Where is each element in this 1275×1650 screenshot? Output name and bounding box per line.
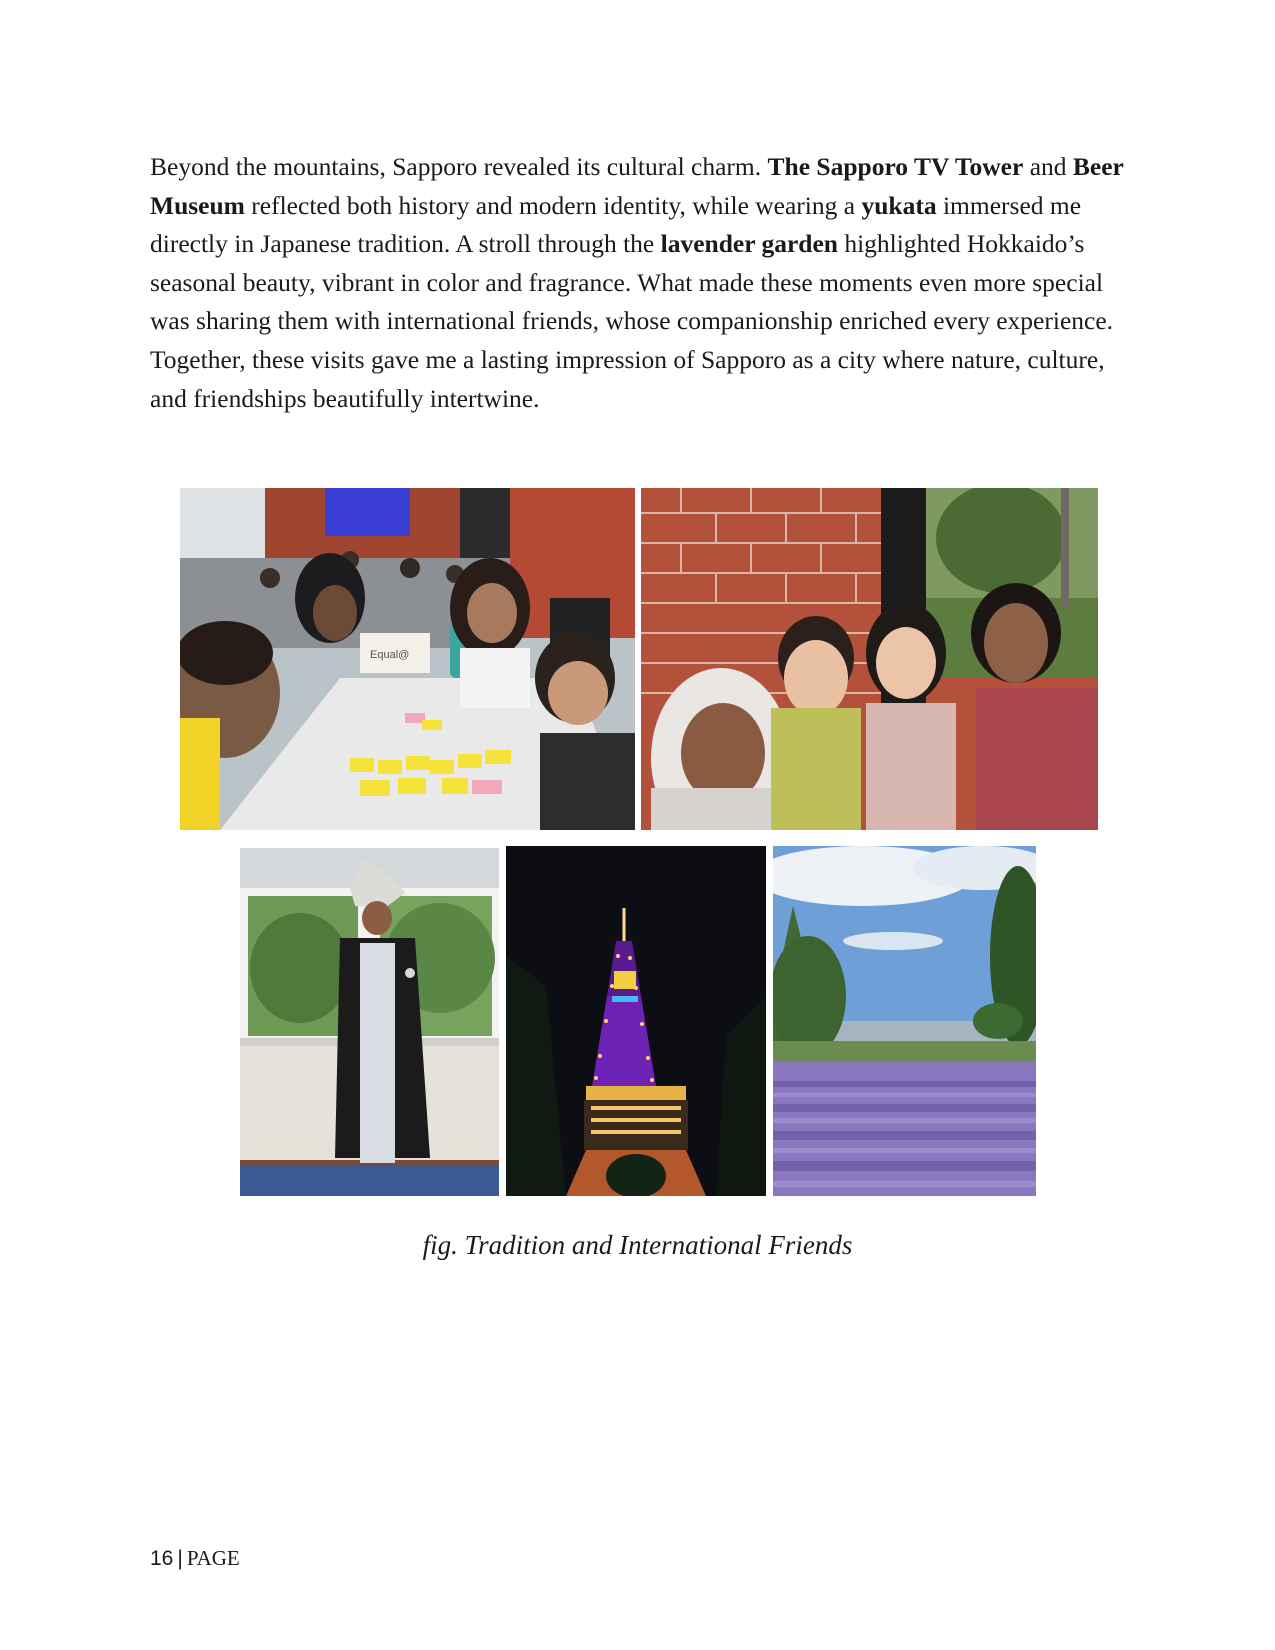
- bold-lavender-garden: lavender garden: [660, 229, 838, 259]
- para-text-2: and: [1023, 152, 1073, 181]
- footer-separator: |: [177, 1547, 183, 1570]
- photo-friends-brick-wall: [641, 488, 1098, 830]
- photo-yukata: [240, 848, 499, 1196]
- bold-beer-museum: Beer Museum: [150, 152, 1124, 220]
- para-text-1: Beyond the mountains, Sapporo revealed its cultural charm.: [150, 152, 768, 181]
- photo-lavender-garden: [773, 846, 1036, 1196]
- page-number: 16: [150, 1547, 174, 1570]
- photo-classroom-group: [180, 488, 635, 830]
- footer-page-label: PAGE: [186, 1546, 240, 1570]
- para-text-4: immersed me directly in Japanese tradition. A stroll through the: [150, 190, 1082, 259]
- para-text-3: reflected both history and modern identity, while wearing a: [244, 190, 862, 220]
- bold-tv-tower: The Sapporo TV Tower: [767, 152, 1024, 181]
- figure-caption: fig. Tradition and International Friends: [422, 1230, 853, 1260]
- bold-yukata: yukata: [861, 190, 937, 220]
- para-text-5: highlighted Hokkaido’s seasonal beauty, vibrant in color and fragrance. What made these moments even more special was sharing them with international friends, whose companionship enriched every experience. Together, these visits gave me a lasting impression of Sapporo as a city where nature, culture, and friendships beautifully intertwine.: [150, 229, 1114, 413]
- body-paragraph: [150, 148, 1140, 418]
- photo-tv-tower-night: [506, 846, 766, 1196]
- classroom-note-label: Equal@: [370, 649, 410, 661]
- page-footer: [150, 1546, 240, 1571]
